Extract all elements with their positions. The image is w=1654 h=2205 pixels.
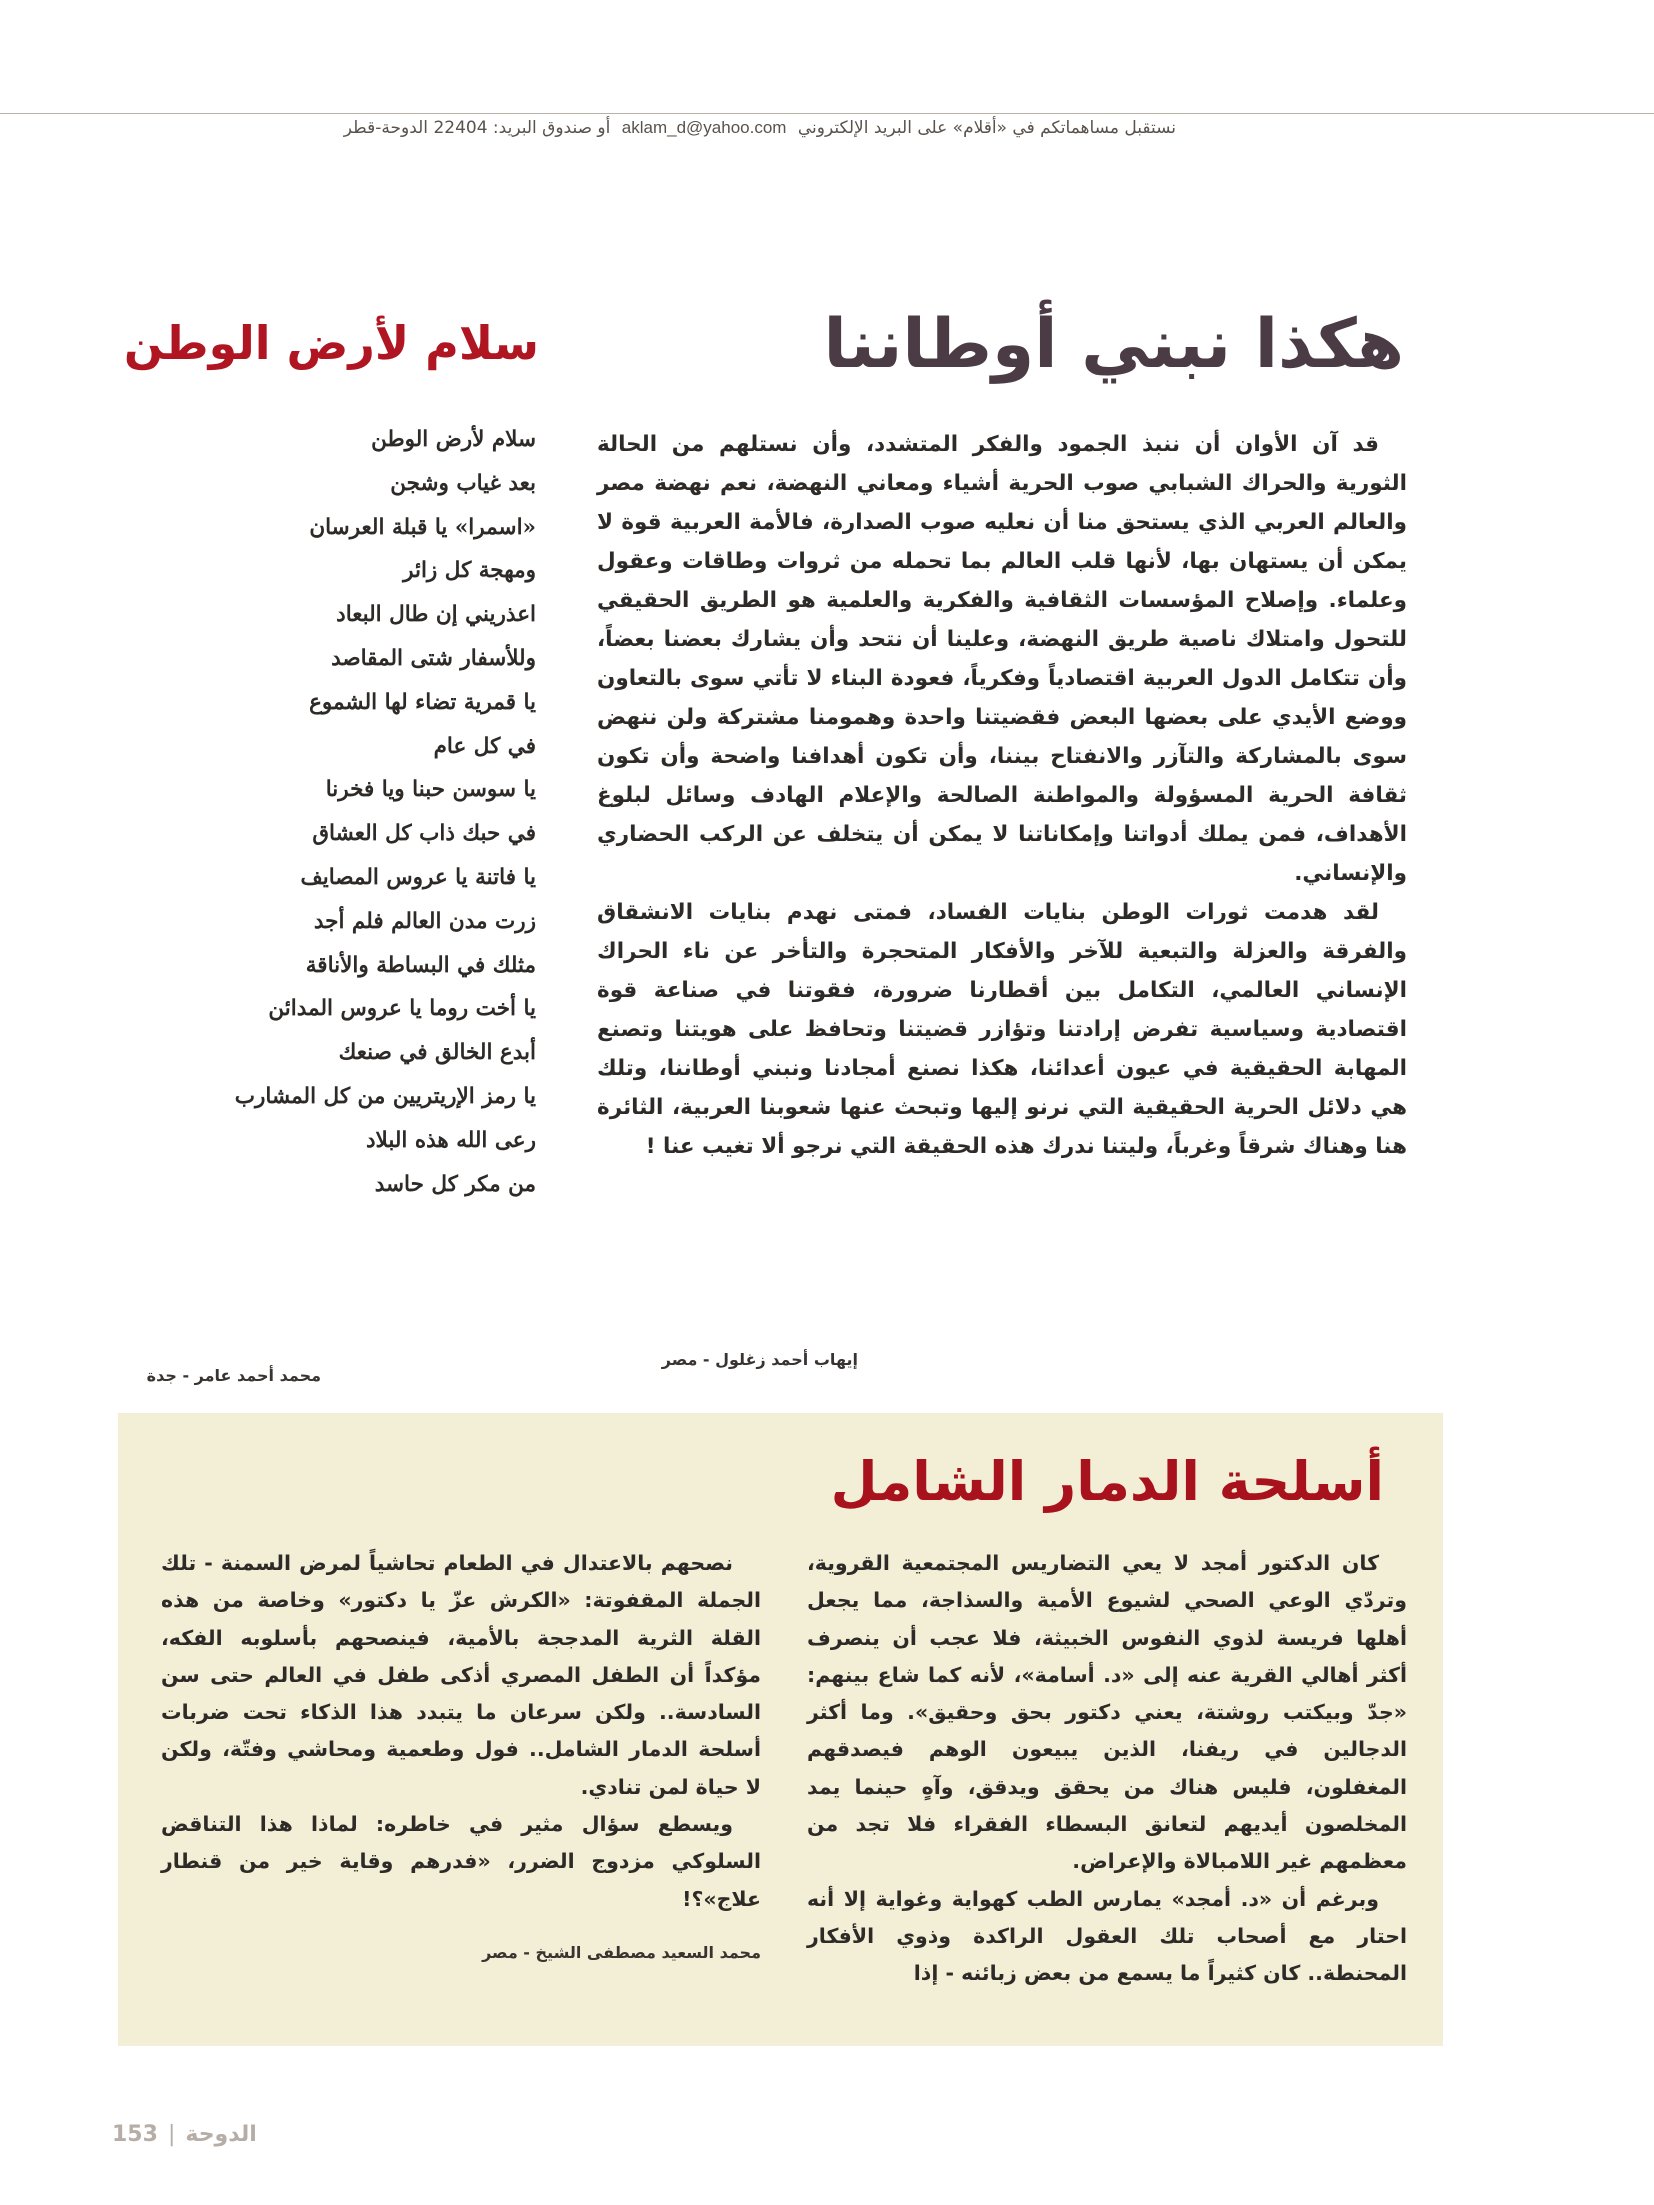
poem-line: سلام لأرض الوطن: [371, 427, 536, 452]
header-po-box: أو صندوق البريد: 22404 الدوحة-قطر: [343, 118, 611, 138]
poem-line: يا قمرية تضاء لها الشموع: [309, 689, 536, 715]
poem-line: يا سوسن حبنا ويا فخرنا: [325, 777, 536, 803]
page-number: 153: [112, 2122, 158, 2147]
poem-line: اعذريني إن طال البعاد: [336, 602, 536, 628]
box-paragraph: كان الدكتور أمجد لا يعي التضاريس المجتمعية القروية، وتردّي الوعي الصحي لشيوع الأمية والسذاجة، مما يجعل أهلها فريسة لذوي النفوس الخبيثة، فلا عجب أن ينصرف أكثر أهالي القرية عنه إلى «د. أسامة»، لأنه كما شاع بينهم: «جدّ وبيكتب روشتة، يعني دكتور بحق وحقيق». وما أكثر الدجالين في ريفنا، الذين يبيعون الوهم فيصدقهم المغفلون، فليس هناك من يحقق ويدقق، وآهٍ حينما يمد المخلصون أيديهم لتعانق البسطاء الفقراء فلا تجد من معظمهم غير اللامبالاة والإعراض.: [807, 1551, 1407, 1874]
box-article-title: أسلحة الدمار الشامل: [830, 1450, 1384, 1513]
poem-body: [116, 418, 536, 1206]
box-article-column-left: [161, 1545, 761, 1918]
box-paragraph: ويسطع سؤال مثير في خاطره: لماذا هذا التناقض السلوكي مزدوج الضرر، «فدرهم وقاية خير من قنطار علاج»؟!: [161, 1812, 761, 1911]
article-title-main: هكذا نبني أوطاننا: [823, 305, 1404, 384]
poem-line: بعد غياب وشجن: [390, 470, 536, 496]
header-divider: [0, 113, 1654, 114]
poem-line: مثلك في البساطة والأناقة: [305, 952, 536, 978]
article-author: إيهاب أحمد زغلول - مصر: [661, 1350, 858, 1369]
box-article-author: محمد السعيد مصطفى الشيخ - مصر: [482, 1943, 761, 1962]
poem-line: يا فاتنة يا عروس المصايف: [300, 864, 536, 890]
box-paragraph: وبرغم أن «د. أمجد» يمارس الطب كهواية وغواية إلا أنه احتار مع أصحاب تلك العقول الراكدة وذوي الأفكار المحنطة.. كان كثيراً ما يسمع من بعض زبائنه - إذا: [807, 1886, 1407, 1986]
box-article-column-right: [807, 1545, 1407, 1993]
poem-line: يا رمز الإريتريين من كل المشارب: [234, 1083, 536, 1109]
footer-separator: |: [167, 2122, 176, 2147]
poem-line: في كل عام: [433, 733, 536, 759]
poem-line: زرت مدن العالم فلم أجد: [313, 908, 536, 934]
article-paragraph: قد آن الأوان أن ننبذ الجمود والفكر المتشدد، وأن نستلهم من الحالة الثورية والحراك الشبابي صوب الحرية أشياء ومعاني النهضة، نعم نهضة مصر والعالم العربي الذي يستحق منا أن نعليه صوب الصدارة، فالأمة العربية قوة لا يمكن أن يستهان بها، لأنها قلب العالم بما تحمله من ثروات وطاقات وعقول وعلماء. وإصلاح المؤسسات الثقافية والفكرية والعلمية هو الطريق الحقيقي للتحول وامتلاك ناصية طريق النهضة، وعلينا أن نتحد وأن يشارك بعضنا بعضاً، وأن تتكامل الدول العربية اقتصادياً وفكرياً، فعودة البناء لا تأتي سوى بالتعاون ووضع الأيدي على بعضها البعض فقضيتنا واحدة وهمومنا مشتركة ولن ننهض سوى بالمشاركة والتآزر والانفتاح بيننا، وأن تكون أهدافنا واضحة وأن تكون ثقافة الحرية المسؤولة والمواطنة الصالحة والإعلام الهادف وسائل لبلوغ الأهداف، فمن يملك أدواتنا وإمكاناتنا لا يمكن أن يتخلف عن الركب الحضاري والإنساني.: [597, 432, 1407, 886]
poem-line: «اسمرا» يا قبلة العرسان: [309, 514, 536, 540]
footer-magazine-name: الدوحة: [185, 2122, 257, 2147]
header-contribution-note: [343, 118, 1176, 138]
page-footer: [112, 2122, 257, 2147]
poem-author: محمد أحمد عامر - جدة: [146, 1366, 321, 1385]
poem-title: سلام لأرض الوطن: [123, 316, 539, 370]
poem-line: وللأسفار شتى المقاصد: [331, 645, 536, 671]
poem-line: ومهجة كل زائر: [403, 558, 536, 584]
box-paragraph: نصحهم بالاعتدال في الطعام تحاشياً لمرض السمنة - تلك الجملة المقفوتة: «الكرش عزّ يا دكتور» وخاصة من هذه القلة الثرية المدججة بالأمية، فينصحهم بأسلوبه الفكه، مؤكداً أن الطفل المصري أذكى طفل في العالم حتى سن السادسة.. ولكن سرعان ما يتبدد هذا الذكاء تحت ضربات أسلحة الدمار الشامل.. فول وطعمية ومحاشي وفتّة، ولكن لا حياة لمن تنادي.: [161, 1551, 761, 1799]
poem-line: في حبك ذاب كل العشاق: [312, 821, 536, 847]
article-paragraph: لقد هدمت ثورات الوطن بنايات الفساد، فمتى نهدم بنايات الانشقاق والفرقة والعزلة والتبعية للآخر والأفكار المتحجرة والتأخر عن ناء الحراك الإنساني العالمي، التكامل بين أقطارنا ضرورة، فقوتنا في صناعة قوة اقتصادية وسياسية تفرض إرادتنا وتؤازر قضيتنا وتحافظ على هويتنا وتصنع المهابة الحقيقية في عيون أعدائنا، هكذا نصنع أمجادنا ونبني أوطاننا، وتلك هي دلائل الحرية الحقيقية التي نرنو إليها وتبحث عنها شعوبنا العربية، الثائرة هنا وهناك شرقاً وغرباً، وليتنا ندرك هذه الحقيقة التي نرجو ألا تغيب عنا !: [597, 900, 1407, 1159]
poem-line: يا أخت روما يا عروس المدائن: [268, 996, 536, 1022]
poem-line: أبدع الخالق في صنعك: [338, 1040, 536, 1066]
header-email-link[interactable]: aklam_d@yahoo.com: [621, 118, 787, 137]
article-body-main: [597, 425, 1407, 1166]
poem-line: رعى الله هذه البلاد: [365, 1127, 536, 1153]
header-contribution-text: نستقبل مساهماتكم في «أقلام» على البريد الإلكتروني: [797, 118, 1176, 138]
poem-line: من مكر كل حاسد: [374, 1171, 536, 1197]
